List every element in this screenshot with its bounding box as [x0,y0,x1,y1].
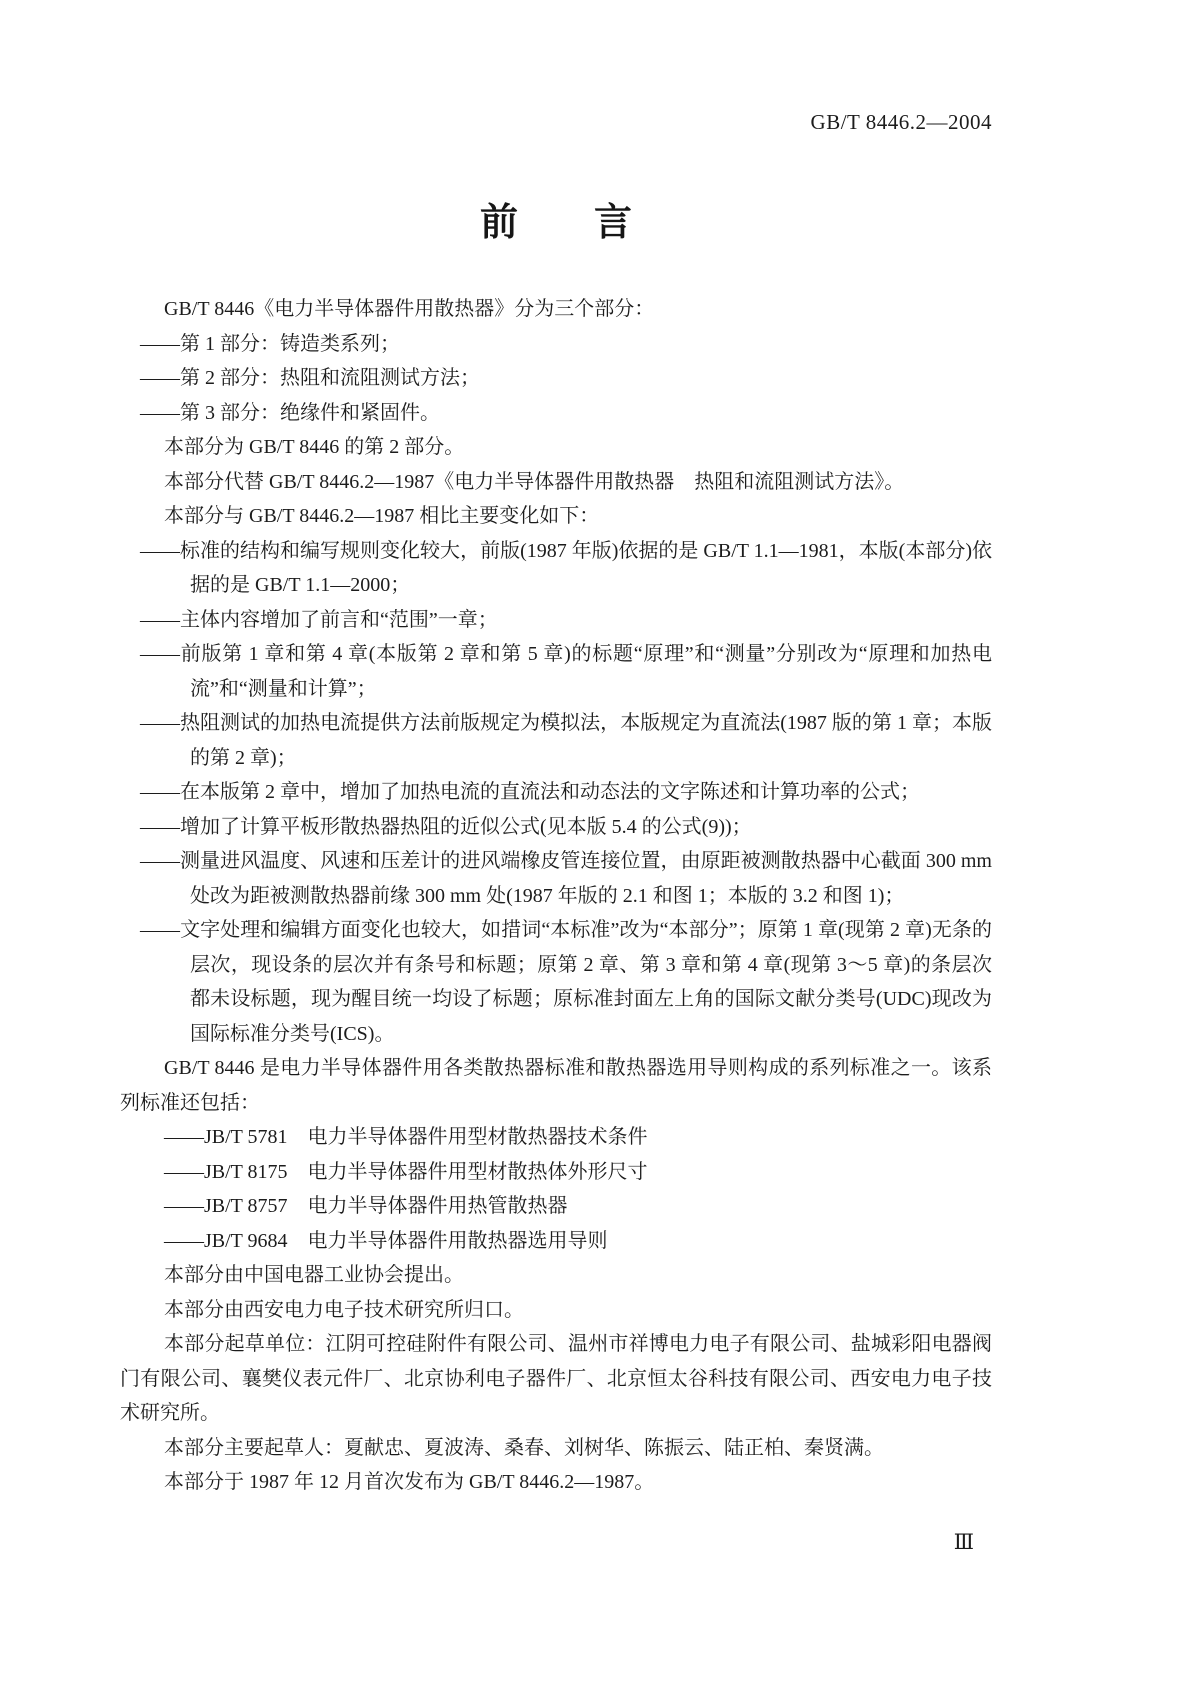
dash-item: ——第 2 部分：热阻和流阻测试方法； [140,367,480,389]
dash-item: ——测量进风温度、风速和压差计的进风端橡皮管连接位置，由原距被测散热器中心截面 300 mm 处改为距被测散热器前缘 300 mm 处(1987 年版的 2.1 和图 1；本版的 3.2 和图 1)； [140,850,992,907]
page-number: Ⅲ [953,1530,974,1554]
dash-item: ——第 1 部分：铸造类系列； [140,332,400,355]
list-item: ——JB/T 9684 电力半导体器件用散热器选用导则 [164,1229,608,1252]
dash-item: ——标准的结构和编写规则变化较大，前版(1987 年版)依据的是 GB/T 1.1—1981，本版(本部分)依据的是 GB/T 1.1—2000； [140,539,992,596]
dash-item: ——主体内容增加了前言和“范围”一章； [140,608,498,631]
paragraph: GB/T 8446《电力半导体器件用散热器》分为三个部分： [164,298,655,320]
foreword-body [120,292,992,1500]
dash-item: ——在本版第 2 章中，增加了加热电流的直流法和动态法的文字陈述和计算功率的公式； [140,781,920,803]
paragraph: 本部分主要起草人：夏献忠、夏波涛、桑春、刘树华、陈振云、陆正柏、秦贤满。 [164,1436,884,1459]
paragraph: 本部分起草单位：江阴可控硅附件有限公司、温州市祥博电力电子有限公司、盐城彩阳电器阀门有限公司、襄樊仪表元件厂、北京协利电子器件厂、北京恒太谷科技有限公司、西安电力电子技术研究所。 [120,1333,992,1424]
list-item: ——JB/T 5781 电力半导体器件用型材散热器技术条件 [164,1126,648,1148]
paragraph: 本部分为 GB/T 8446 的第 2 部分。 [164,436,465,458]
paragraph: 本部分于 1987 年 12 月首次发布为 GB/T 8446.2—1987。 [164,1471,655,1493]
standard-number: GB/T 8446.2—2004 [810,110,992,134]
page-content [120,0,992,1500]
paragraph: 本部分代替 GB/T 8446.2—1987《电力半导体器件用散热器 热阻和流阻测试方法》。 [164,470,905,493]
paragraph: GB/T 8446 是电力半导体器件用各类散热器标准和散热器选用导则构成的系列标准之一。该系列标准还包括： [120,1057,992,1114]
list-item: ——JB/T 8175 电力半导体器件用型材散热体外形尺寸 [164,1160,648,1183]
paragraph: 本部分由中国电器工业协会提出。 [164,1264,464,1286]
page-title: 前 言 [479,202,632,244]
paragraph: 本部分由西安电力电子技术研究所归口。 [164,1298,524,1321]
dash-item: ——第 3 部分：绝缘件和紧固件。 [140,401,440,424]
dash-item: ——文字处理和编辑方面变化也较大，如措词“本标准”改为“本部分”；原第 1 章(现第 2 章)无条的层次，现设条的层次并有条号和标题；原第 2 章、第 3 章和第 4 章(现第 3～5 章)的条层次都未设标题，现为醒目统一均设了标题；原标准封面左上角的国际文献分类号(UDC)现改为国际标准分类号(ICS)。 [140,919,992,1045]
list-item: ——JB/T 8757 电力半导体器件用热管散热器 [164,1195,568,1217]
dash-item: ——前版第 1 章和第 4 章(本版第 2 章和第 5 章)的标题“原理”和“测量”分别改为“原理和加热电流”和“测量和计算”； [140,643,992,700]
paragraph: 本部分与 GB/T 8446.2—1987 相比主要变化如下： [164,505,600,527]
dash-item: ——增加了计算平板形散热器热阻的近似公式(见本版 5.4 的公式(9))； [140,815,752,838]
dash-item: ——热阻测试的加热电流提供方法前版规定为模拟法，本版规定为直流法(1987 版的第 1 章；本版的第 2 章)； [140,712,992,769]
